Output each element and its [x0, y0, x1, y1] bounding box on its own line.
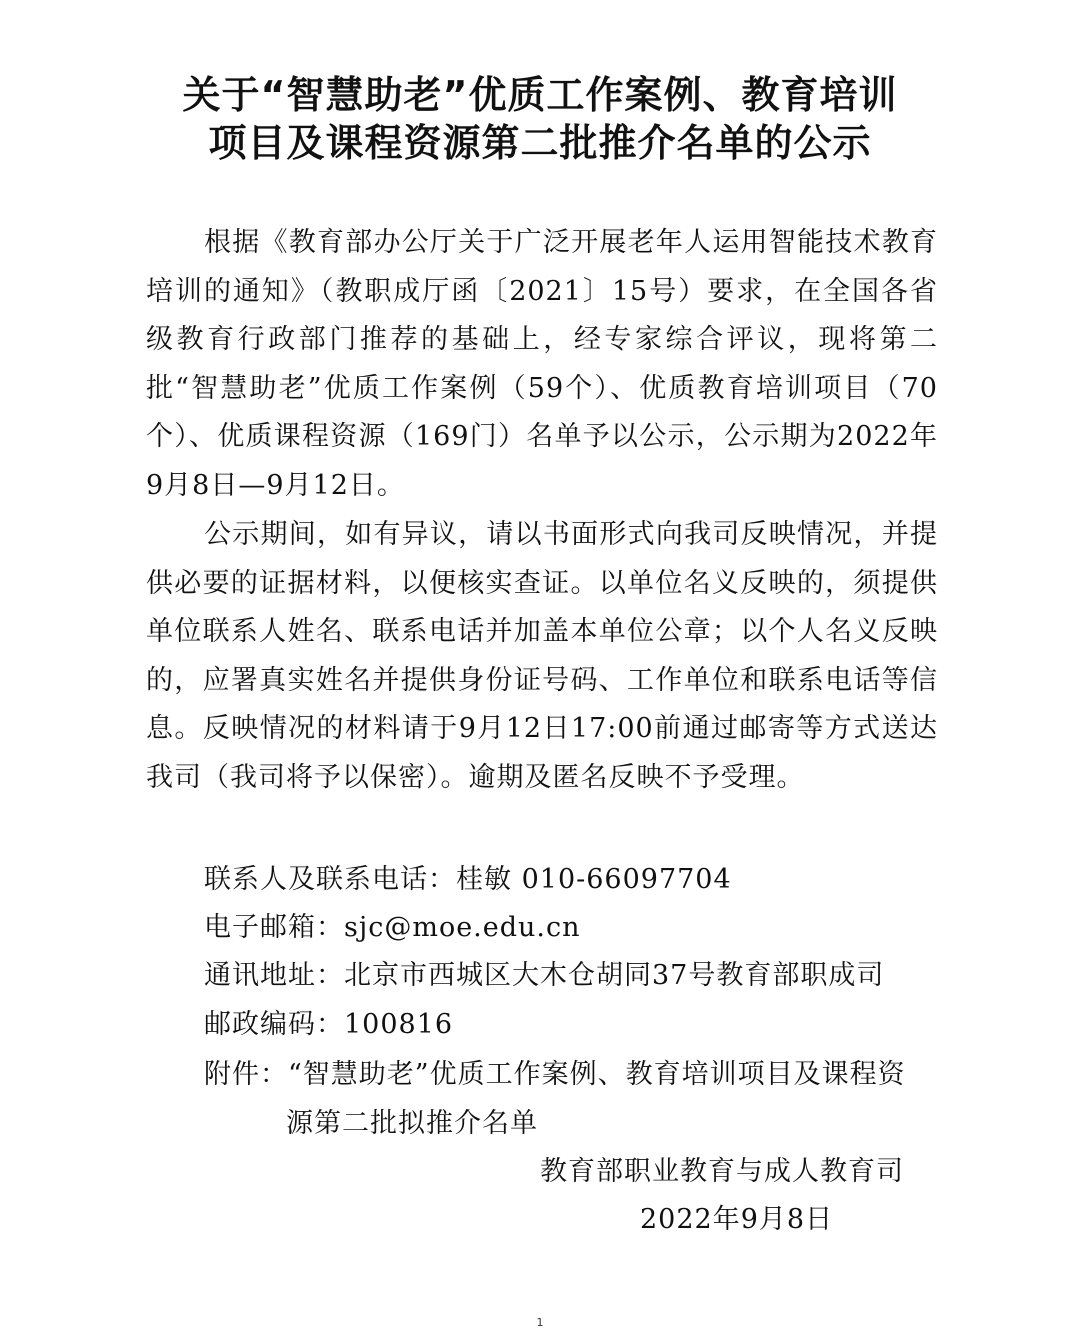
contact-email: 电子邮箱：sjc@moe.edu.cn: [204, 912, 581, 943]
attachment-title-part-2: 源第二批拟推介名单: [286, 1108, 538, 1139]
signature-organization: 教育部职业教育与成人教育司: [540, 1156, 904, 1187]
attachment-title-part-1: “智慧助老”优质工作案例、教育培训项目及课程资: [288, 1059, 906, 1090]
signature-date: 2022年9月8日: [640, 1204, 834, 1235]
mailing-address: 通讯地址：北京市西城区大木仓胡同37号教育部职成司: [204, 960, 885, 991]
attachment-line: [204, 1050, 944, 1100]
document-title-line-1: 关于“智慧助老”优质工作案例、教育培训: [182, 73, 898, 117]
attachment-label: 附件：: [204, 1059, 288, 1090]
page-number: 1: [536, 1316, 544, 1329]
paragraph-objection-procedure: 公示期间，如有异议，请以书面形式向我司反映情况，并提供必要的证据材料，以便核实查证。以单位名义反映的，须提供单位联系人姓名、联系电话并加盖本单位公章；以个人名义反映的，应署真实姓名并提供身份证号码、工作单位和联系电话等信息。反映情况的材料请于9月12日17:00前通过邮寄等方式送达我司（我司将予以保密）。逾期及匿名反映不予受理。: [146, 519, 938, 793]
postal-code: 邮政编码：100816: [204, 1009, 454, 1040]
contact-person-phone: 联系人及联系电话：桂敏 010-66097704: [204, 864, 732, 895]
paragraph-announcement: 根据《教育部办公厅关于广泛开展老年人运用智能技术教育培训的通知》（教职成厅函〔2021〕15号）要求，在全国各省级教育行政部门推荐的基础上，经专家综合评议，现将第二批“智慧助老”优质工作案例（59个）、优质教育培训项目（70个）、优质课程资源（169门）名单予以公示，公示期为2022年9月8日—9月12日。: [146, 227, 938, 501]
document-title-line-2: 项目及课程资源第二批推介名单的公示: [208, 121, 872, 165]
